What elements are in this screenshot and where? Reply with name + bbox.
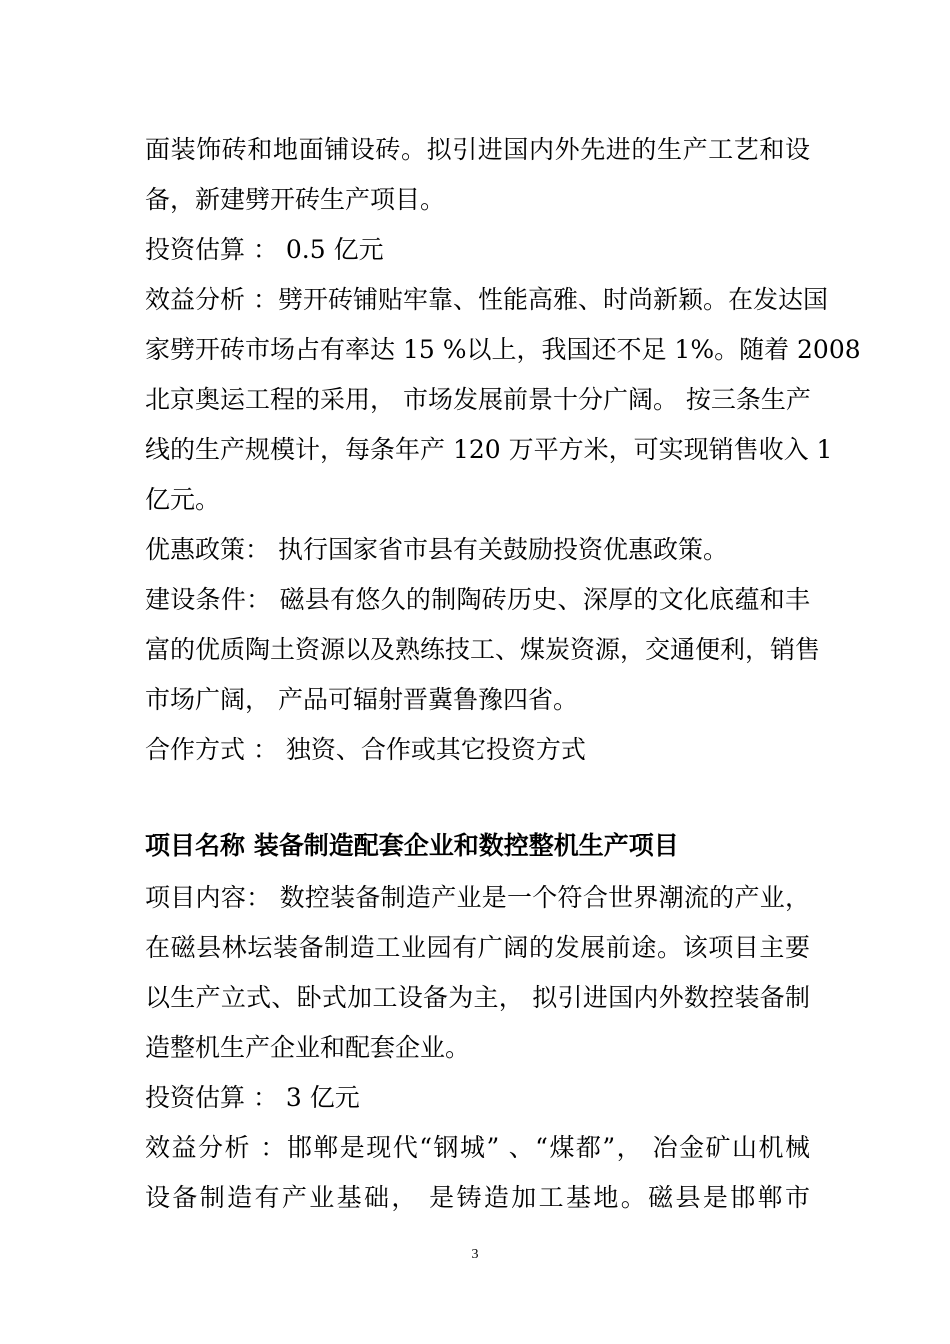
text-line: 造整机生产企业和配套企业。: [145, 1033, 471, 1062]
text-line: 家劈开砖市场占有率达 15 %以上，我国还不足 1%。随着 2008: [145, 335, 861, 364]
text-line: 效益分析 ：邯郸是现代“钢城” 、“煤都”， 冶金矿山机械: [145, 1133, 810, 1162]
text-line: 合作方式 ： 独资、合作或其它投资方式: [145, 735, 586, 764]
text-line: 亿元。: [145, 485, 221, 514]
text-line: 投资估算 ： 3 亿元: [145, 1083, 360, 1112]
page-number: 3: [471, 1247, 479, 1262]
text-line: 富的优质陶土资源以及熟练技工、煤炭资源，交通便利，销售: [145, 635, 821, 664]
text-line: 线的生产规模计，每条年产 120 万平方米，可实现销售收入 1: [145, 435, 833, 464]
text-line: 设备制造有产业基础， 是铸造加工基地。磁县是邯郸市: [145, 1183, 810, 1212]
text-line: 以生产立式、卧式加工设备为主， 拟引进国内外数控装备制: [145, 983, 810, 1012]
text-line: 建设条件： 磁县有悠久的制陶砖历史、深厚的文化底蕴和丰: [145, 585, 810, 614]
text-line: 备，新建劈开砖生产项目。: [145, 185, 446, 214]
text-line: 市场广阔， 产品可辐射晋冀鲁豫四省。: [145, 685, 578, 714]
text-line: 投资估算 ： 0.5 亿元: [145, 235, 384, 264]
text-line: 项目内容： 数控装备制造产业是一个符合世界潮流的产业，: [145, 883, 810, 912]
text-line: 北京奥运工程的采用， 市场发展前景十分广阔。 按三条生产: [145, 385, 811, 414]
text-line: 优惠政策： 执行国家省市县有关鼓励投资优惠政策。: [145, 535, 728, 564]
text-line: 面装饰砖和地面铺设砖。拟引进国内外先进的生产工艺和设: [145, 135, 810, 164]
section-heading: 项目名称 装备制造配套企业和数控整机生产项目: [145, 831, 679, 860]
text-line: 效益分析 ：劈开砖铺贴牢靠、性能高雅、时尚新颖。在发达国: [145, 285, 828, 314]
text-line: 在磁县林坛装备制造工业园有广阔的发展前途。该项目主要: [145, 933, 810, 962]
